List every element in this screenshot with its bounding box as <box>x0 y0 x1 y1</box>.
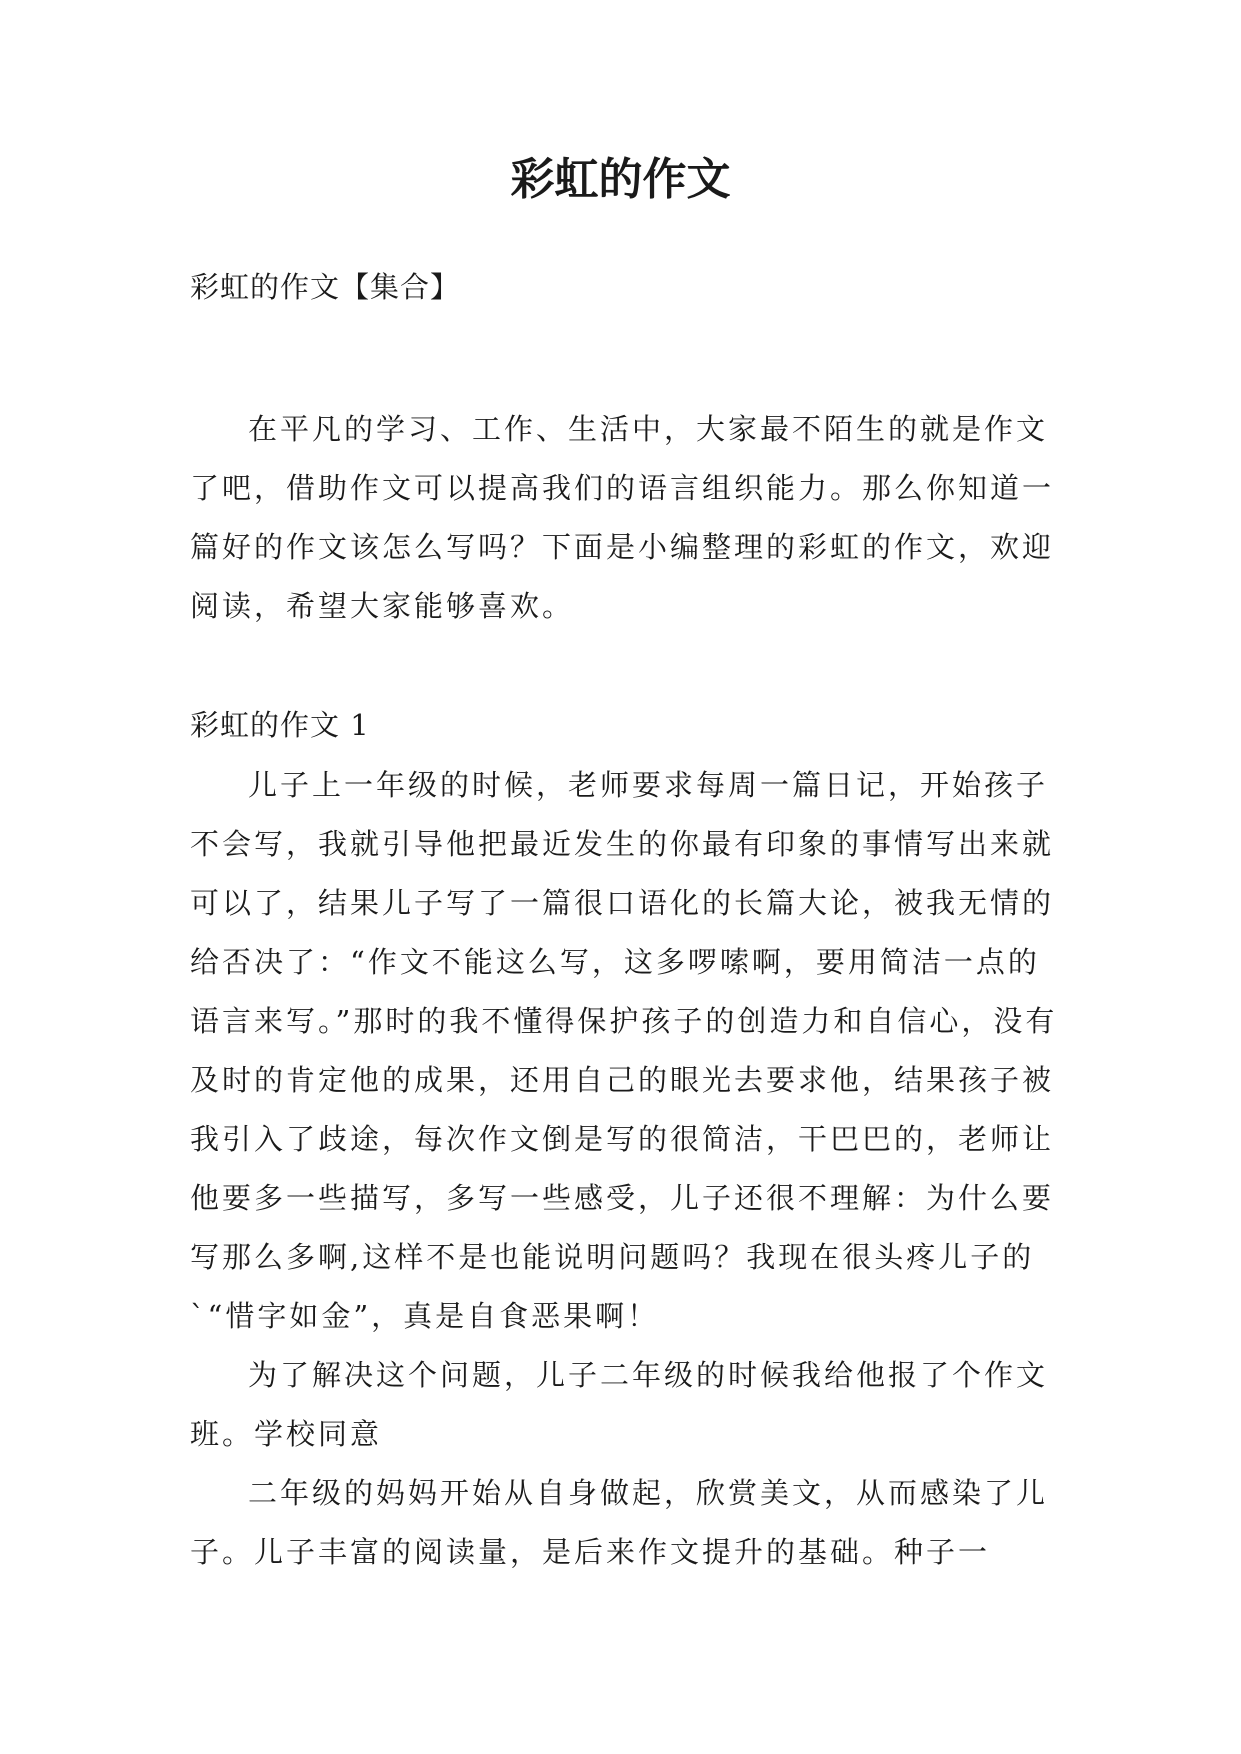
document-subtitle: 彩虹的作文【集合】 <box>190 270 461 304</box>
section-heading: 彩虹的作文 1 <box>190 708 370 742</box>
body-paragraph: 为了解决这个问题，儿子二年级的时候我给他报了个作文班。学校同意 <box>190 1358 1049 1451</box>
intro-paragraph: 在平凡的学习、工作、生活中，大家最不陌生的就是作文了吧，借助作文可以提高我们的语言组织能力。那么你知道一篇好的作文该怎么写吗？下面是小编整理的彩虹的作文，欢迎阅读，希望大家能够喜欢。 <box>190 412 1055 623</box>
body-paragraph: 二年级的妈妈开始从自身做起，欣赏美文，从而感染了儿子。儿子丰富的阅读量，是后来作文提升的基础。种子一 <box>190 1476 1049 1569</box>
document-title: 彩虹的作文 <box>510 154 731 205</box>
body-paragraph: 儿子上一年级的时候，老师要求每周一篇日记，开始孩子不会写，我就引导他把最近发生的你最有印象的事情写出来就可以了，结果儿子写了一篇很口语化的长篇大论，被我无情的给否决了：“作文不能这么写，这多啰嗦啊，要用简洁一点的语言来写。”那时的我不懂得保护孩子的创造力和自信心，没有及时的肯定他的成果，还用自己的眼光去要求他，结果孩子被我引入了歧途，每次作文倒是写的很简洁，干巴巴的，老师让他要多一些描写，多写一些感受，儿子还很不理解：为什么要写那么多啊,这样不是也能说明问题吗？我现在很头疼儿子的`“惜字如金”，真是自食恶果啊！ <box>190 768 1058 1333</box>
essay-body <box>190 756 1070 1582</box>
